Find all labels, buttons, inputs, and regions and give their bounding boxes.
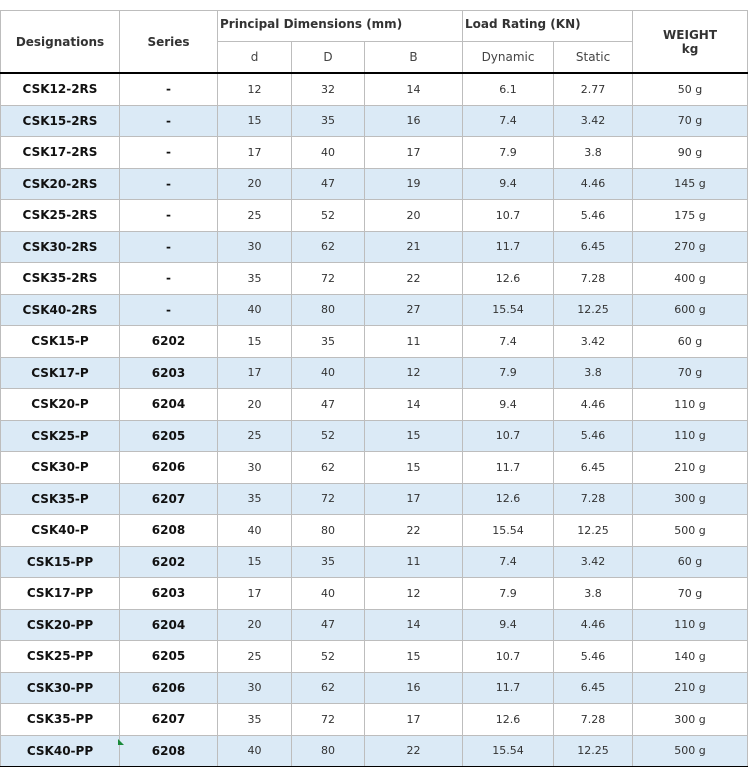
table-row [1,704,748,736]
cell-d-outer: 40 [292,357,365,389]
cell-d-outer: 47 [292,168,365,200]
header-weight-line1: WEIGHT [663,27,718,42]
cell-static: 2.77 [554,73,633,105]
cell-dynamic: 10.7 [463,420,554,452]
cell-static: 12.25 [554,515,633,547]
cell-b: 17 [365,704,463,736]
cell-b: 22 [365,735,463,767]
cell-dynamic: 12.6 [463,704,554,736]
header-principal-dimensions: Principal Dimensions (mm) [218,11,463,42]
cell-d: 25 [218,200,292,232]
cell-designation: CSK20-PP [1,609,120,641]
cell-dynamic: 9.4 [463,609,554,641]
table-row [1,73,748,105]
cell-d-outer: 47 [292,389,365,421]
header-B: B [365,42,463,74]
cell-series: - [120,168,218,200]
table-row [1,389,748,421]
cell-static: 6.45 [554,231,633,263]
cell-static: 5.46 [554,641,633,673]
cell-b: 14 [365,609,463,641]
cell-b: 17 [365,137,463,169]
cell-weight: 110 g [633,389,748,421]
corner-marker-icon [118,739,124,745]
cell-series: 6203 [120,357,218,389]
cell-dynamic: 7.9 [463,137,554,169]
cell-b: 15 [365,420,463,452]
cell-dynamic: 9.4 [463,168,554,200]
cell-dynamic: 15.54 [463,515,554,547]
cell-dynamic: 11.7 [463,672,554,704]
cell-b: 16 [365,672,463,704]
cell-b: 15 [365,641,463,673]
cell-d: 12 [218,73,292,105]
bearing-spec-table [0,10,748,767]
cell-b: 14 [365,389,463,421]
cell-static: 3.42 [554,105,633,137]
cell-weight: 70 g [633,357,748,389]
table-row [1,515,748,547]
header-load-rating: Load Rating (KN) [463,11,633,42]
cell-series: 6205 [120,420,218,452]
cell-static: 3.8 [554,578,633,610]
table-row [1,546,748,578]
cell-dynamic: 7.4 [463,546,554,578]
cell-designation: CSK15-PP [1,546,120,578]
cell-designation: CSK30-PP [1,672,120,704]
cell-designation: CSK12-2RS [1,73,120,105]
table-row [1,105,748,137]
header-weight [633,11,748,74]
cell-d-outer: 62 [292,452,365,484]
cell-static: 5.46 [554,200,633,232]
cell-d: 17 [218,578,292,610]
cell-b: 12 [365,357,463,389]
cell-d-outer: 62 [292,231,365,263]
cell-d-outer: 80 [292,735,365,767]
cell-d-outer: 72 [292,263,365,295]
cell-d: 15 [218,105,292,137]
cell-series: 6202 [120,546,218,578]
cell-designation: CSK35-PP [1,704,120,736]
cell-dynamic: 15.54 [463,294,554,326]
cell-designation: CSK30-P [1,452,120,484]
cell-d: 30 [218,231,292,263]
cell-d: 17 [218,137,292,169]
table-row [1,168,748,200]
cell-weight: 110 g [633,420,748,452]
cell-series: - [120,294,218,326]
cell-b: 11 [365,546,463,578]
cell-series: - [120,105,218,137]
cell-weight: 50 g [633,73,748,105]
cell-dynamic: 11.7 [463,452,554,484]
cell-series: - [120,231,218,263]
cell-b: 11 [365,326,463,358]
cell-static: 6.45 [554,672,633,704]
cell-b: 16 [365,105,463,137]
cell-d: 35 [218,483,292,515]
table-row [1,420,748,452]
cell-static: 6.45 [554,452,633,484]
cell-series: - [120,263,218,295]
cell-weight: 140 g [633,641,748,673]
cell-b: 21 [365,231,463,263]
cell-series: - [120,137,218,169]
cell-weight: 500 g [633,735,748,767]
cell-series: 6208 [120,735,218,767]
cell-designation: CSK15-2RS [1,105,120,137]
cell-designation: CSK17-P [1,357,120,389]
cell-weight: 60 g [633,546,748,578]
cell-d-outer: 35 [292,546,365,578]
cell-dynamic: 11.7 [463,231,554,263]
table-row [1,735,748,767]
cell-designation: CSK20-P [1,389,120,421]
cell-designation: CSK35-P [1,483,120,515]
cell-series: 6203 [120,578,218,610]
cell-d: 15 [218,326,292,358]
table-row [1,231,748,263]
cell-dynamic: 12.6 [463,483,554,515]
cell-series: - [120,73,218,105]
cell-d: 20 [218,389,292,421]
cell-d-outer: 80 [292,294,365,326]
cell-d: 30 [218,452,292,484]
cell-series: 6207 [120,704,218,736]
cell-weight: 60 g [633,326,748,358]
cell-d-outer: 62 [292,672,365,704]
table-row [1,483,748,515]
cell-d: 40 [218,515,292,547]
cell-d: 25 [218,641,292,673]
cell-d-outer: 80 [292,515,365,547]
cell-weight: 300 g [633,704,748,736]
cell-d: 20 [218,609,292,641]
cell-d-outer: 40 [292,137,365,169]
cell-d-outer: 40 [292,578,365,610]
table-row [1,672,748,704]
cell-b: 19 [365,168,463,200]
cell-b: 22 [365,263,463,295]
cell-dynamic: 7.4 [463,326,554,358]
cell-d: 40 [218,735,292,767]
header-series: Series [120,11,218,74]
cell-dynamic: 7.9 [463,578,554,610]
cell-designation: CSK17-PP [1,578,120,610]
cell-designation: CSK20-2RS [1,168,120,200]
table-row [1,357,748,389]
cell-d: 20 [218,168,292,200]
cell-static: 7.28 [554,704,633,736]
cell-static: 7.28 [554,263,633,295]
cell-static: 5.46 [554,420,633,452]
cell-series: 6204 [120,389,218,421]
cell-b: 20 [365,200,463,232]
cell-d-outer: 52 [292,641,365,673]
cell-d: 35 [218,704,292,736]
header-designations: Designations [1,11,120,74]
cell-d: 30 [218,672,292,704]
cell-weight: 145 g [633,168,748,200]
cell-series: 6206 [120,452,218,484]
cell-static: 4.46 [554,389,633,421]
cell-weight: 210 g [633,452,748,484]
cell-series: - [120,200,218,232]
cell-series: 6206 [120,672,218,704]
header-weight-line2: kg [681,41,699,56]
cell-designation: CSK40-PP [1,735,120,767]
cell-weight: 500 g [633,515,748,547]
table-row [1,609,748,641]
cell-dynamic: 9.4 [463,389,554,421]
cell-series: 6202 [120,326,218,358]
cell-static: 3.8 [554,137,633,169]
cell-d: 15 [218,546,292,578]
cell-static: 12.25 [554,735,633,767]
cell-designation: CSK25-P [1,420,120,452]
cell-d: 35 [218,263,292,295]
cell-series: 6205 [120,641,218,673]
cell-b: 15 [365,452,463,484]
cell-d-outer: 47 [292,609,365,641]
cell-weight: 70 g [633,105,748,137]
cell-weight: 110 g [633,609,748,641]
cell-static: 7.28 [554,483,633,515]
cell-dynamic: 12.6 [463,263,554,295]
cell-weight: 400 g [633,263,748,295]
cell-weight: 175 g [633,200,748,232]
cell-series: 6204 [120,609,218,641]
cell-weight: 70 g [633,578,748,610]
cell-weight: 210 g [633,672,748,704]
cell-static: 4.46 [554,168,633,200]
table-row [1,263,748,295]
cell-static: 3.8 [554,357,633,389]
cell-d-outer: 32 [292,73,365,105]
cell-weight: 270 g [633,231,748,263]
cell-designation: CSK40-2RS [1,294,120,326]
cell-designation: CSK25-PP [1,641,120,673]
cell-static: 4.46 [554,609,633,641]
cell-d: 17 [218,357,292,389]
cell-dynamic: 10.7 [463,200,554,232]
cell-d-outer: 52 [292,420,365,452]
cell-d: 40 [218,294,292,326]
cell-dynamic: 7.4 [463,105,554,137]
cell-designation: CSK40-P [1,515,120,547]
cell-designation: CSK30-2RS [1,231,120,263]
table-row [1,326,748,358]
table-row [1,200,748,232]
cell-b: 27 [365,294,463,326]
cell-dynamic: 15.54 [463,735,554,767]
header-D: D [292,42,365,74]
cell-d-outer: 72 [292,704,365,736]
cell-designation: CSK35-2RS [1,263,120,295]
cell-static: 12.25 [554,294,633,326]
cell-static: 3.42 [554,546,633,578]
header-d: d [218,42,292,74]
cell-b: 12 [365,578,463,610]
table-row [1,578,748,610]
cell-weight: 90 g [633,137,748,169]
cell-d-outer: 35 [292,105,365,137]
cell-series: 6208 [120,515,218,547]
cell-d-outer: 35 [292,326,365,358]
table-row [1,137,748,169]
cell-dynamic: 7.9 [463,357,554,389]
cell-weight: 300 g [633,483,748,515]
cell-d: 25 [218,420,292,452]
cell-series: 6207 [120,483,218,515]
table-row [1,641,748,673]
cell-b: 17 [365,483,463,515]
cell-d-outer: 52 [292,200,365,232]
table-body [1,73,748,767]
cell-b: 14 [365,73,463,105]
cell-static: 3.42 [554,326,633,358]
cell-designation: CSK17-2RS [1,137,120,169]
table-row [1,294,748,326]
header-static: Static [554,42,633,74]
cell-designation: CSK25-2RS [1,200,120,232]
cell-weight: 600 g [633,294,748,326]
cell-b: 22 [365,515,463,547]
cell-designation: CSK15-P [1,326,120,358]
cell-d-outer: 72 [292,483,365,515]
cell-dynamic: 6.1 [463,73,554,105]
cell-dynamic: 10.7 [463,641,554,673]
table-row [1,452,748,484]
header-dynamic: Dynamic [463,42,554,74]
